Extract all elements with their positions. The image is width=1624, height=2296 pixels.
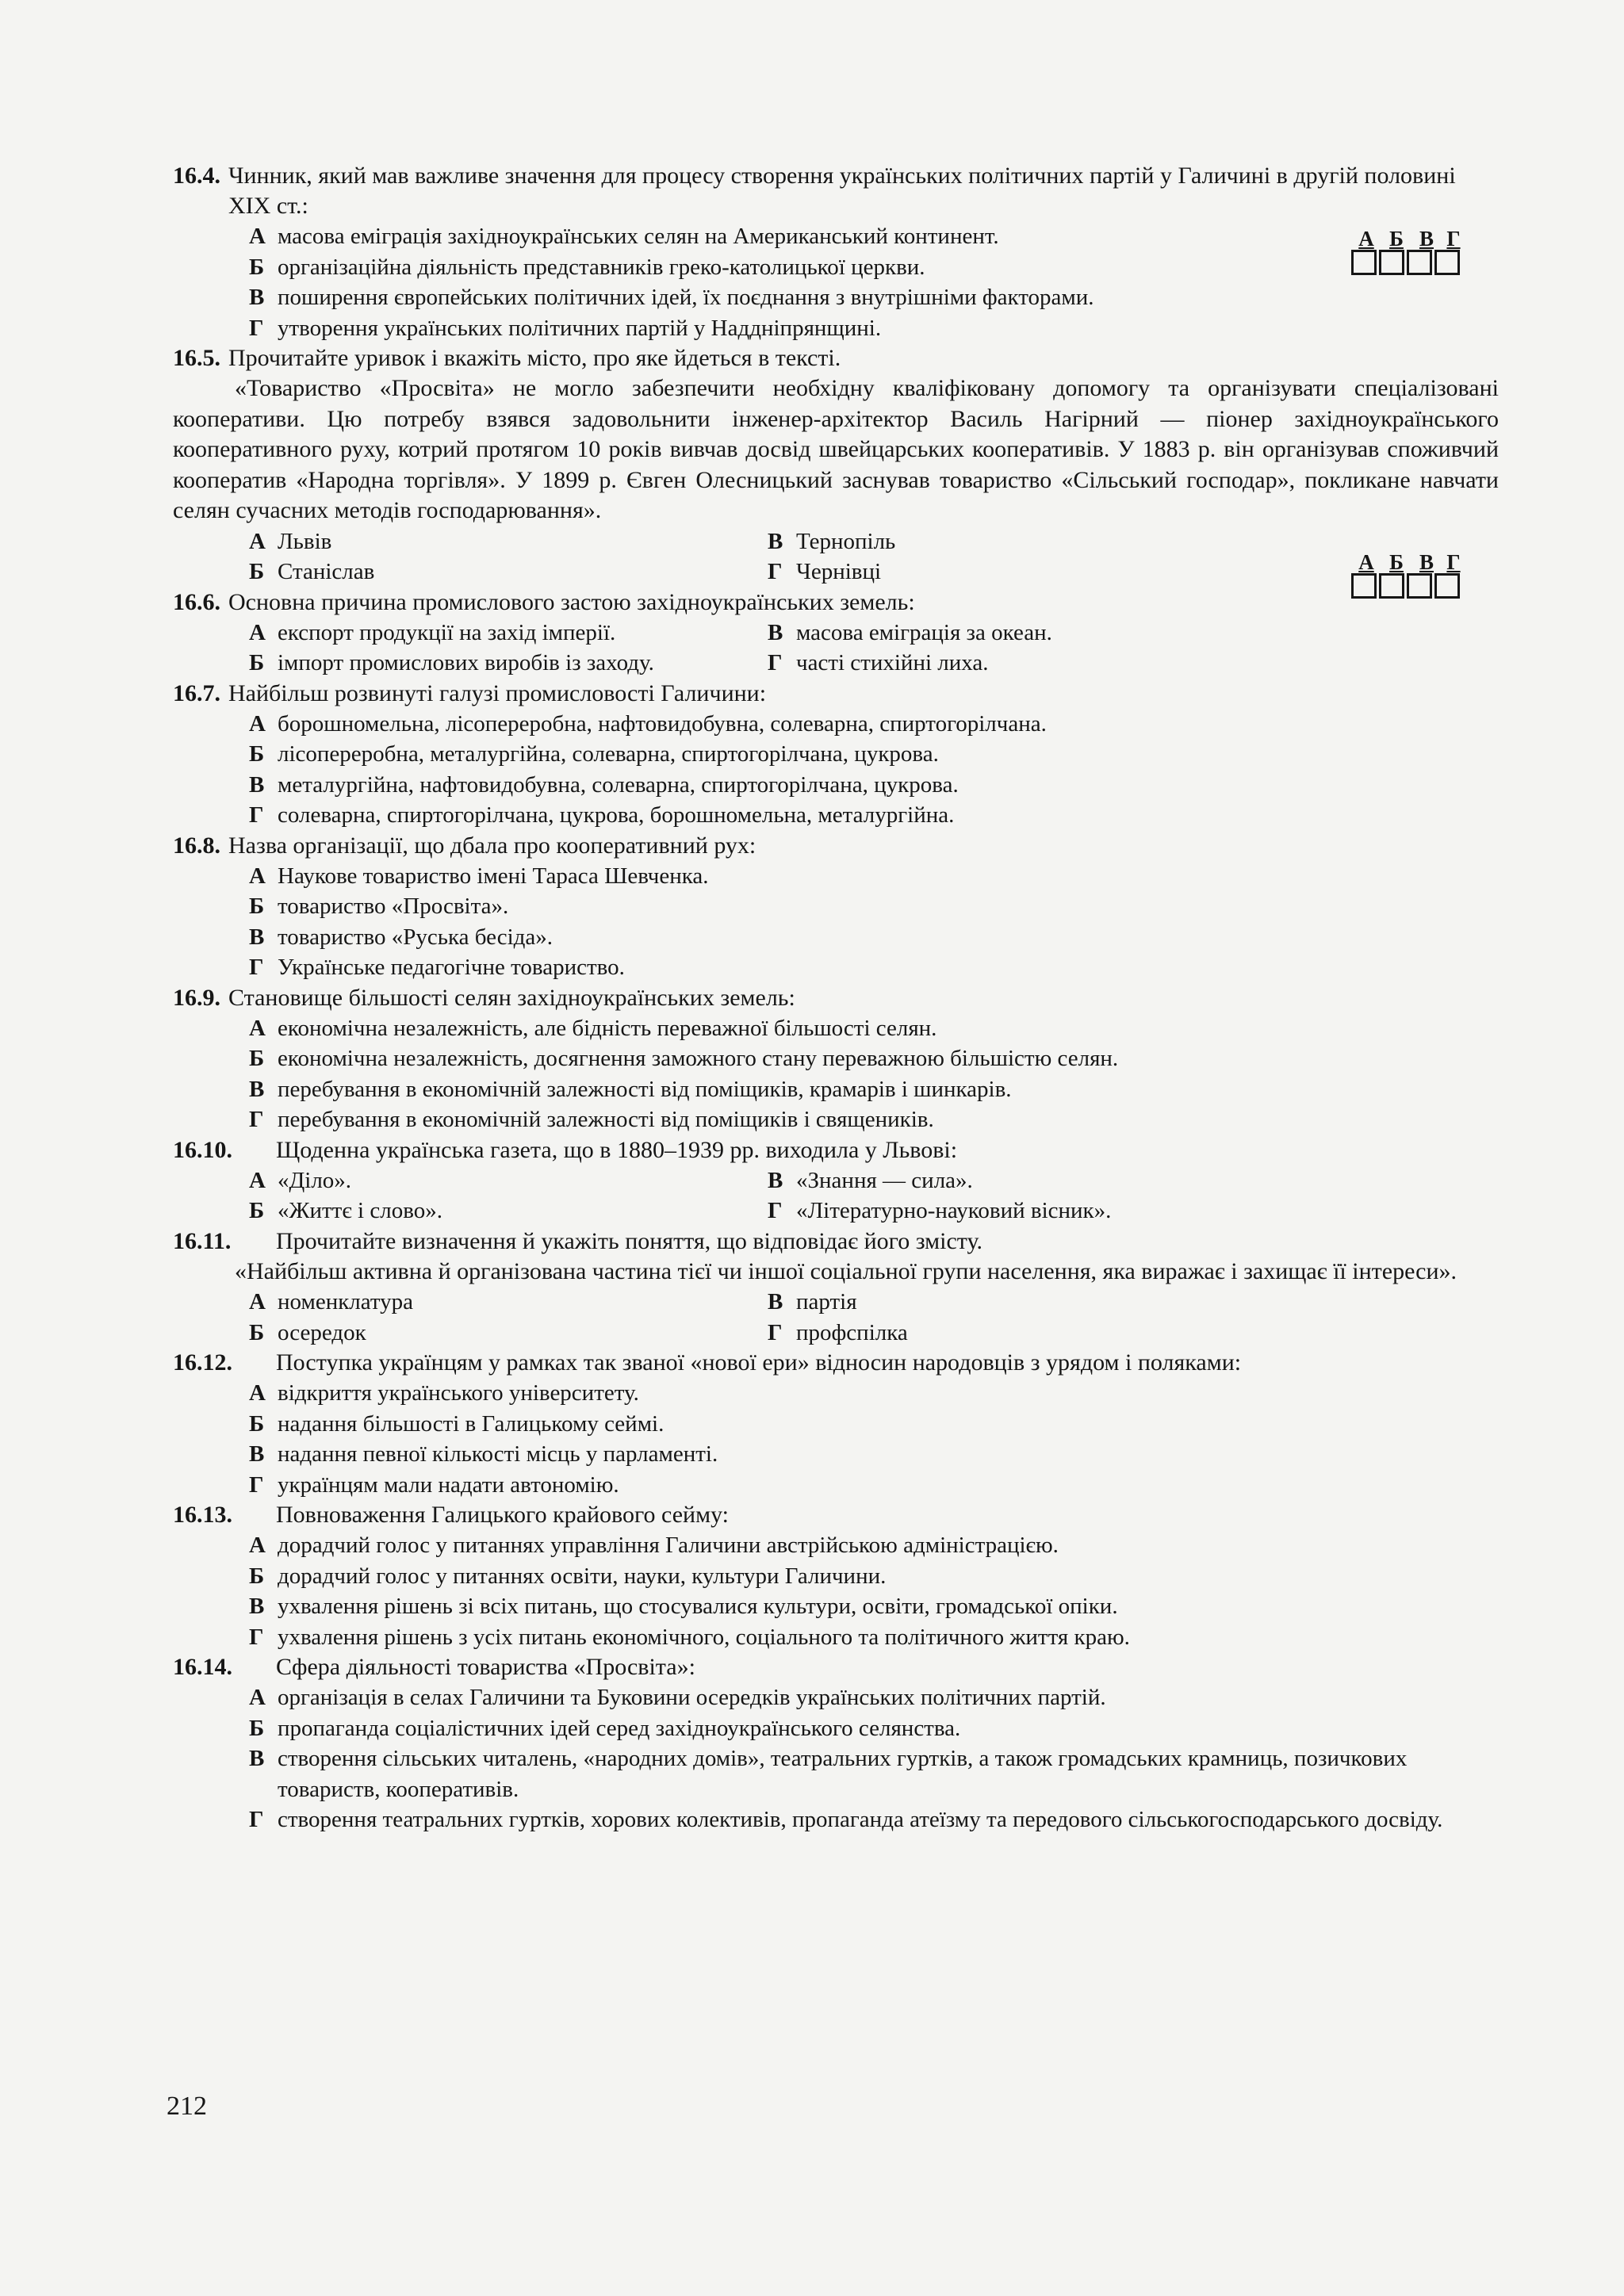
- option-g: Г «Літературно-науковий вісник».: [768, 1198, 1112, 1223]
- option-a: А дорадчий голос у питаннях управління Галичини австрійською адміністрацією.: [249, 1533, 1059, 1558]
- answer-cell-b[interactable]: [1379, 250, 1404, 275]
- option-g: Г утворення українських політичних партій у Наддніпрянщині.: [249, 315, 882, 341]
- option-v: В «Знання — сила».: [768, 1167, 973, 1193]
- option-a: А номенклатура: [249, 1289, 414, 1314]
- option-g: Г Чернівці: [768, 559, 882, 584]
- option-b: Б лісопереробна, металургійна, солеварна, спиртогорілчана, цукрова.: [249, 741, 939, 767]
- answer-options: [249, 861, 1499, 983]
- option-v: В товариство «Руська бесіда».: [249, 924, 553, 950]
- option-v: В ухвалення рішень зі всіх питань, що стосувалися культури, освіти, громадської опіки.: [249, 1594, 1118, 1619]
- question-number: 16.5.: [173, 345, 220, 371]
- answer-options: [249, 709, 1499, 831]
- question-text: Прочитайте визначення й укажіть поняття, що відповідає його змісту.: [276, 1227, 982, 1254]
- option-b: Б організаційна діяльність представників греко-католицької церкви.: [249, 254, 925, 280]
- option-b: Б пропаганда соціалістичних ідей серед західноукраїнського селянства.: [249, 1715, 961, 1741]
- option-a: А масова еміграція західноукраїнських селян на Американський континент.: [249, 224, 999, 249]
- question-16-5: [173, 343, 1499, 587]
- option-a: А експорт продукції на захід імперії.: [249, 619, 616, 645]
- question-16-14: [173, 1652, 1499, 1835]
- option-v: В поширення європейських політичних ідей, їх поєднання з внутрішніми факторами.: [249, 285, 1094, 310]
- option-b: Б «Життє і слово».: [249, 1198, 442, 1223]
- question-number: 16.11.: [173, 1227, 232, 1254]
- answer-options: [249, 1165, 1280, 1226]
- page-number: 212: [167, 2091, 207, 2121]
- question-number: 16.4.: [173, 163, 220, 189]
- question-16-7: [173, 679, 1499, 831]
- option-v: В масова еміграція за океан.: [768, 619, 1052, 645]
- option-b: Б дорадчий голос у питаннях освіти, науки, культури Галичини.: [249, 1563, 887, 1589]
- question-number: 16.7.: [173, 679, 220, 706]
- option-b: Б імпорт промислових виробів із заходу.: [249, 650, 654, 675]
- answer-letters: А Б В Г: [1358, 550, 1461, 574]
- answer-options: [249, 526, 1280, 587]
- quote-text: «Найбільш активна й організована частина тієї чи іншої соціальної групи населення, яка виражає і захищає її інтереси».: [235, 1257, 1457, 1284]
- option-a: А борошномельна, лісопереробна, нафтовидобувна, солеварна, спиртогорілчана.: [249, 710, 1047, 737]
- question-text: Сфера діяльності товариства «Просвіта»:: [276, 1654, 695, 1680]
- question-number: 16.9.: [173, 984, 220, 1011]
- option-a: А відкриття українського університету.: [249, 1380, 639, 1406]
- option-b: Б економічна незалежність, досягнення заможного стану переважною більшістю селян.: [249, 1046, 1119, 1071]
- option-g: Г Українське педагогічне товариство.: [249, 955, 625, 980]
- question-number: 16.10.: [173, 1136, 232, 1163]
- question-text: Основна причина промислового застою західноукраїнських земель:: [228, 588, 915, 615]
- option-g: Г профспілка: [768, 1319, 908, 1345]
- option-g: Г перебування в економічній залежності від поміщиків і священиків.: [249, 1107, 934, 1132]
- question-16-8: [173, 831, 1499, 983]
- question-16-9: [173, 983, 1499, 1135]
- question-text: Повноваження Галицького крайового сейму:: [276, 1502, 730, 1528]
- option-g: Г створення театральних гуртків, хорових колективів, пропаганда атеїзму та передового сільськогосподарського досвіду.: [249, 1807, 1443, 1832]
- question-text: Назва організації, що дбала про кооперативний рух:: [228, 832, 756, 859]
- option-v: В Тернопіль: [768, 528, 896, 554]
- option-a: А «Діло».: [249, 1167, 352, 1193]
- option-g: Г солеварна, спиртогорілчана, цукрова, борошномельна, металургійна.: [249, 802, 955, 828]
- answer-options: [249, 1287, 1280, 1348]
- option-g: Г ухвалення рішень з усіх питань економічного, соціального та політичного життя краю.: [249, 1624, 1130, 1650]
- answer-options: [249, 1682, 1470, 1835]
- option-a: А Львів: [249, 528, 332, 554]
- option-b: Б товариство «Просвіта».: [249, 894, 509, 919]
- option-g: Г українцям мали надати автономію.: [249, 1471, 619, 1498]
- answer-cell-a[interactable]: [1351, 250, 1377, 275]
- question-16-11: [173, 1226, 1499, 1349]
- option-v: В надання певної кількості місць у парламенті.: [249, 1441, 718, 1467]
- option-a: А Наукове товариство імені Тараса Шевченка.: [249, 863, 709, 889]
- question-text: Щоденна українська газета, що в 1880–1939 рр. виходила у Львові:: [276, 1136, 958, 1163]
- questions-list: [173, 161, 1499, 1835]
- answer-letters: А Б В Г: [1358, 227, 1461, 251]
- question-text: Чинник, який мав важливе значення для процесу створення українських політичних партій у Галичині в другій половині XIX ст.:: [228, 163, 1456, 219]
- question-16-4: [173, 161, 1499, 343]
- option-b: Б осередок: [249, 1319, 366, 1345]
- quote-text: «Товариство «Просвіта» не могло забезпечити необхідну кваліфіковану допомогу та організувати спеціалізовані кооперативи. Цю потребу взявся задовольнити інженер-архітектор Василь Нагірний — піонер західноукраїнського кооперативного руху, котрий протягом 10 років вивчав досвід швейцарських кооперативів. У 1883 р. він організував споживчий кооператив «Народна торгівля». У 1899 р. Євген Олесницький заснував товариство «Сільський господар», покликане навчати селян сучасних методів господарювання».: [173, 375, 1499, 523]
- option-g: Г часті стихійні лиха.: [768, 650, 989, 675]
- question-text: Прочитайте уривок і вкажіть місто, про яке йдеться в тексті.: [228, 345, 841, 371]
- option-b: Б надання більшості в Галицькому сеймі.: [249, 1410, 665, 1437]
- option-v: В партія: [768, 1289, 857, 1314]
- question-16-13: [173, 1500, 1499, 1652]
- question-16-10: [173, 1135, 1499, 1226]
- answer-cell-g[interactable]: [1434, 250, 1460, 275]
- answer-box: [1351, 228, 1465, 275]
- question-number: 16.13.: [173, 1502, 232, 1528]
- answer-cell-v[interactable]: [1407, 250, 1432, 275]
- answer-cells: [1351, 250, 1462, 275]
- question-text: Становище більшості селян західноукраїнських земель:: [228, 984, 795, 1011]
- question-number: 16.8.: [173, 832, 220, 859]
- answer-options: [249, 221, 1359, 343]
- answer-options: [249, 1013, 1499, 1135]
- option-v: В перебування в економічній залежності від поміщиків, крамарів і шинкарів.: [249, 1076, 1012, 1102]
- question-16-12: [173, 1348, 1499, 1500]
- question-16-6: [173, 587, 1499, 679]
- question-number: 16.14.: [173, 1654, 232, 1680]
- question-text: Найбільш розвинуті галузі промисловості Галичини:: [228, 679, 767, 706]
- option-v: В створення сільських читалень, «народних домів», театральних гуртків, а також громадських крамниць, позичкових товариств, кооперативів.: [249, 1746, 1408, 1802]
- answer-options: [249, 1378, 1499, 1500]
- answer-options: [249, 1530, 1499, 1652]
- question-number: 16.6.: [173, 588, 220, 615]
- answer-options: [249, 618, 1280, 679]
- option-a: А економічна незалежність, але бідність переважної більшості селян.: [249, 1015, 937, 1041]
- question-text: Поступка українцям у рамках так званої «нової ери» відносин народовців з урядом і поляками:: [276, 1349, 1242, 1376]
- option-a: А організація в селах Галичини та Буковини осередків українських політичних партій.: [249, 1685, 1106, 1710]
- option-v: В металургійна, нафтовидобувна, солеварна, спиртогорілчана, цукрова.: [249, 771, 959, 798]
- option-b: Б Станіслав: [249, 559, 375, 584]
- question-number: 16.12.: [173, 1349, 232, 1376]
